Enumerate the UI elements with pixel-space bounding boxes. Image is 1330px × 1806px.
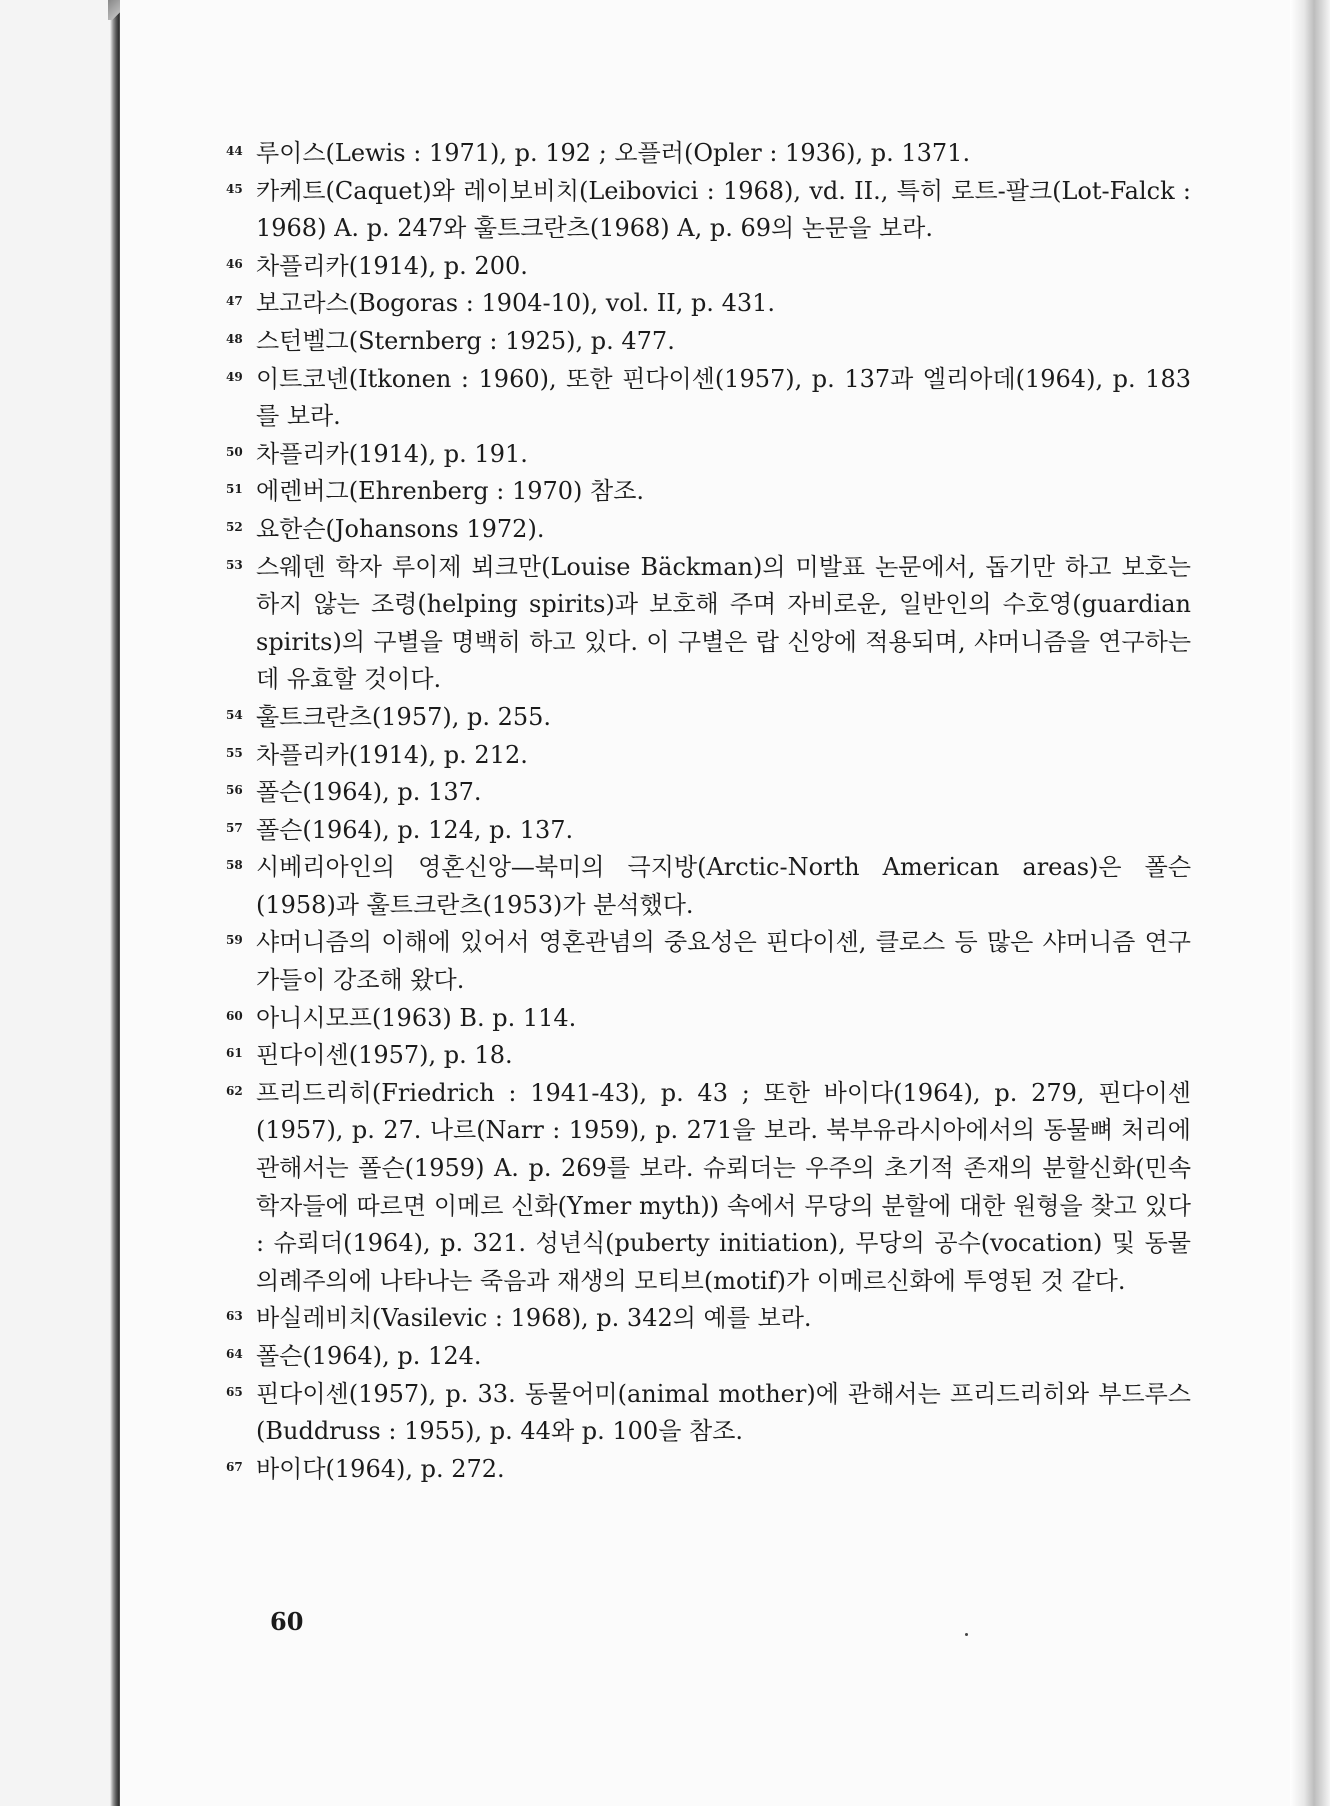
footnote-number: 62	[226, 1083, 243, 1098]
footnote-47	[226, 285, 1191, 323]
footnote-text: 바이다(1964), p. 272.	[256, 1454, 505, 1483]
footnote-text: 보고라스(Bogoras : 1904-10), vol. II, p. 431.	[256, 289, 776, 318]
footnote-number: 44	[226, 144, 243, 158]
footnote-text: 스웨덴 학자 루이제 뵈크만(Louise Bäckman)의 미발표 논문에서, 돕기만 하고 보호는 하지 않는 조령(helping spirits)과 보호해 주며 자비로운, 일반인의 수호영(guardian spirits)의 구별을 명백히 하고 있다. 이 구별은 랍 신앙에 적용되며, 샤머니즘을 연구하는 데 유효할 것이다.	[256, 552, 1191, 694]
footnote-number: 45	[226, 181, 243, 196]
footnote-44	[226, 135, 1191, 173]
footnote-67	[226, 1451, 1191, 1489]
footnote-61	[226, 1037, 1191, 1075]
footnote-list	[226, 135, 1191, 1488]
footnote-number: 51	[226, 482, 243, 497]
footnote-number: 52	[226, 519, 243, 534]
footnote-number: 60	[226, 1008, 243, 1023]
footnote-number: 55	[226, 745, 243, 760]
footnote-number: 58	[226, 858, 243, 873]
footnote-number: 46	[226, 256, 243, 271]
footnote-number: 63	[226, 1309, 243, 1324]
footnote-48	[226, 323, 1191, 361]
footnote-53	[226, 549, 1191, 699]
footnote-60	[226, 1000, 1191, 1038]
footnote-text: 폴슨(1964), p. 137.	[256, 778, 482, 807]
footnote-45	[226, 173, 1191, 248]
footnote-63	[226, 1300, 1191, 1338]
footnote-text: 핀다이센(1957), p. 33. 동물어미(animal mother)에 관해서는 프리드리히와 부드루스(Buddruss : 1955), p. 44와 p. 100을 참조.	[256, 1379, 1191, 1446]
footnote-number: 53	[226, 557, 243, 572]
footnote-65	[226, 1376, 1191, 1451]
footnote-number: 64	[226, 1347, 243, 1361]
footnote-text: 폴슨(1964), p. 124.	[256, 1342, 482, 1370]
footnote-55	[226, 737, 1191, 775]
footnote-text: 스턴벨그(Sternberg : 1925), p. 477.	[256, 326, 675, 355]
footnote-56	[226, 774, 1191, 812]
footnote-number: 67	[226, 1459, 243, 1474]
footnote-text: 이트코넨(Itkonen : 1960), 또한 핀다이센(1957), p. 137과 엘리아데(1964), p. 183를 보라.	[256, 364, 1191, 431]
page-gutter-right	[1290, 0, 1330, 1806]
footnote-number: 48	[226, 331, 243, 346]
footnote-text: 루이스(Lewis : 1971), p. 192 ; 오플러(Opler : 1936), p. 1371.	[256, 139, 971, 167]
footnote-50	[226, 436, 1191, 474]
footnote-52	[226, 511, 1191, 549]
footnote-text: 카케트(Caquet)와 레이보비치(Leibovici : 1968), vd. II., 특히 로트-팔크(Lot-Falck : 1968) A. p. 247와 훌트크란츠(1968) A, p. 69의 논문을 보라.	[256, 176, 1191, 243]
page-binding-left	[0, 0, 120, 1806]
print-speck	[965, 1633, 968, 1636]
footnote-62	[226, 1075, 1191, 1301]
footnote-64	[226, 1338, 1191, 1376]
footnote-text: 프리드리히(Friedrich : 1941-43), p. 43 ; 또한 바이다(1964), p. 279, 핀다이센(1957), p. 27. 나르(Narr : 1959), p. 271을 보라. 북부유라시아에서의 동물뼈 처리에 관해서는 폴슨(1959) A. p. 269를 보라. 슈뢰더는 우주의 초기적 존재의 분할신화(민속학자들에 따르면 이메르 신화(Ymer myth)) 속에서 무당의 분할에 대한 원형을 찾고 있다 : 슈뢰더(1964), p. 321. 성년식(puberty initiation), 무당의 공수(vocation) 및 동물의례주의에 나타나는 죽음과 재생의 모티브(motif)가 이메르신화에 투영된 것 같다.	[256, 1078, 1191, 1295]
page-number: 60	[270, 1607, 304, 1636]
footnote-54	[226, 699, 1191, 737]
footnote-57	[226, 812, 1191, 850]
footnote-51	[226, 473, 1191, 511]
footnote-text: 에렌버그(Ehrenberg : 1970) 참조.	[256, 477, 645, 506]
footnote-58	[226, 849, 1191, 924]
footnote-text: 차플리카(1914), p. 212.	[256, 740, 528, 769]
footnote-number: 57	[226, 820, 243, 835]
footnote-text: 아니시모프(1963) B. p. 114.	[256, 1003, 577, 1032]
footnote-number: 47	[226, 294, 243, 309]
footnote-number: 49	[226, 369, 243, 384]
footnote-number: 59	[226, 933, 243, 948]
footnote-49	[226, 361, 1191, 436]
footnote-number: 54	[226, 707, 243, 722]
footnote-text: 샤머니즘의 이해에 있어서 영혼관념의 중요성은 핀다이센, 클로스 등 많은 샤머니즘 연구가들이 강조해 왔다.	[256, 928, 1191, 995]
footnote-text: 차플리카(1914), p. 191.	[256, 439, 528, 468]
footnote-text: 폴슨(1964), p. 124, p. 137.	[256, 815, 574, 844]
footnote-text: 훌트크란츠(1957), p. 255.	[256, 702, 552, 731]
footnote-text: 차플리카(1914), p. 200.	[256, 251, 528, 280]
footnote-46	[226, 248, 1191, 286]
footnote-text: 시베리아인의 영혼신앙—북미의 극지방(Arctic-North American areas)은 폴슨(1958)과 훌트크란츠(1953)가 분석했다.	[256, 853, 1191, 919]
footnote-text: 핀다이센(1957), p. 18.	[256, 1041, 513, 1070]
footnote-text: 바실레비치(Vasilevic : 1968), p. 342의 예를 보라.	[256, 1304, 812, 1333]
footnote-number: 56	[226, 783, 243, 798]
footnote-text: 요한슨(Johansons 1972).	[256, 514, 545, 543]
footnote-number: 50	[226, 444, 243, 459]
footnote-number: 61	[226, 1046, 243, 1061]
footnote-59	[226, 924, 1191, 999]
footnote-number: 65	[226, 1384, 243, 1399]
